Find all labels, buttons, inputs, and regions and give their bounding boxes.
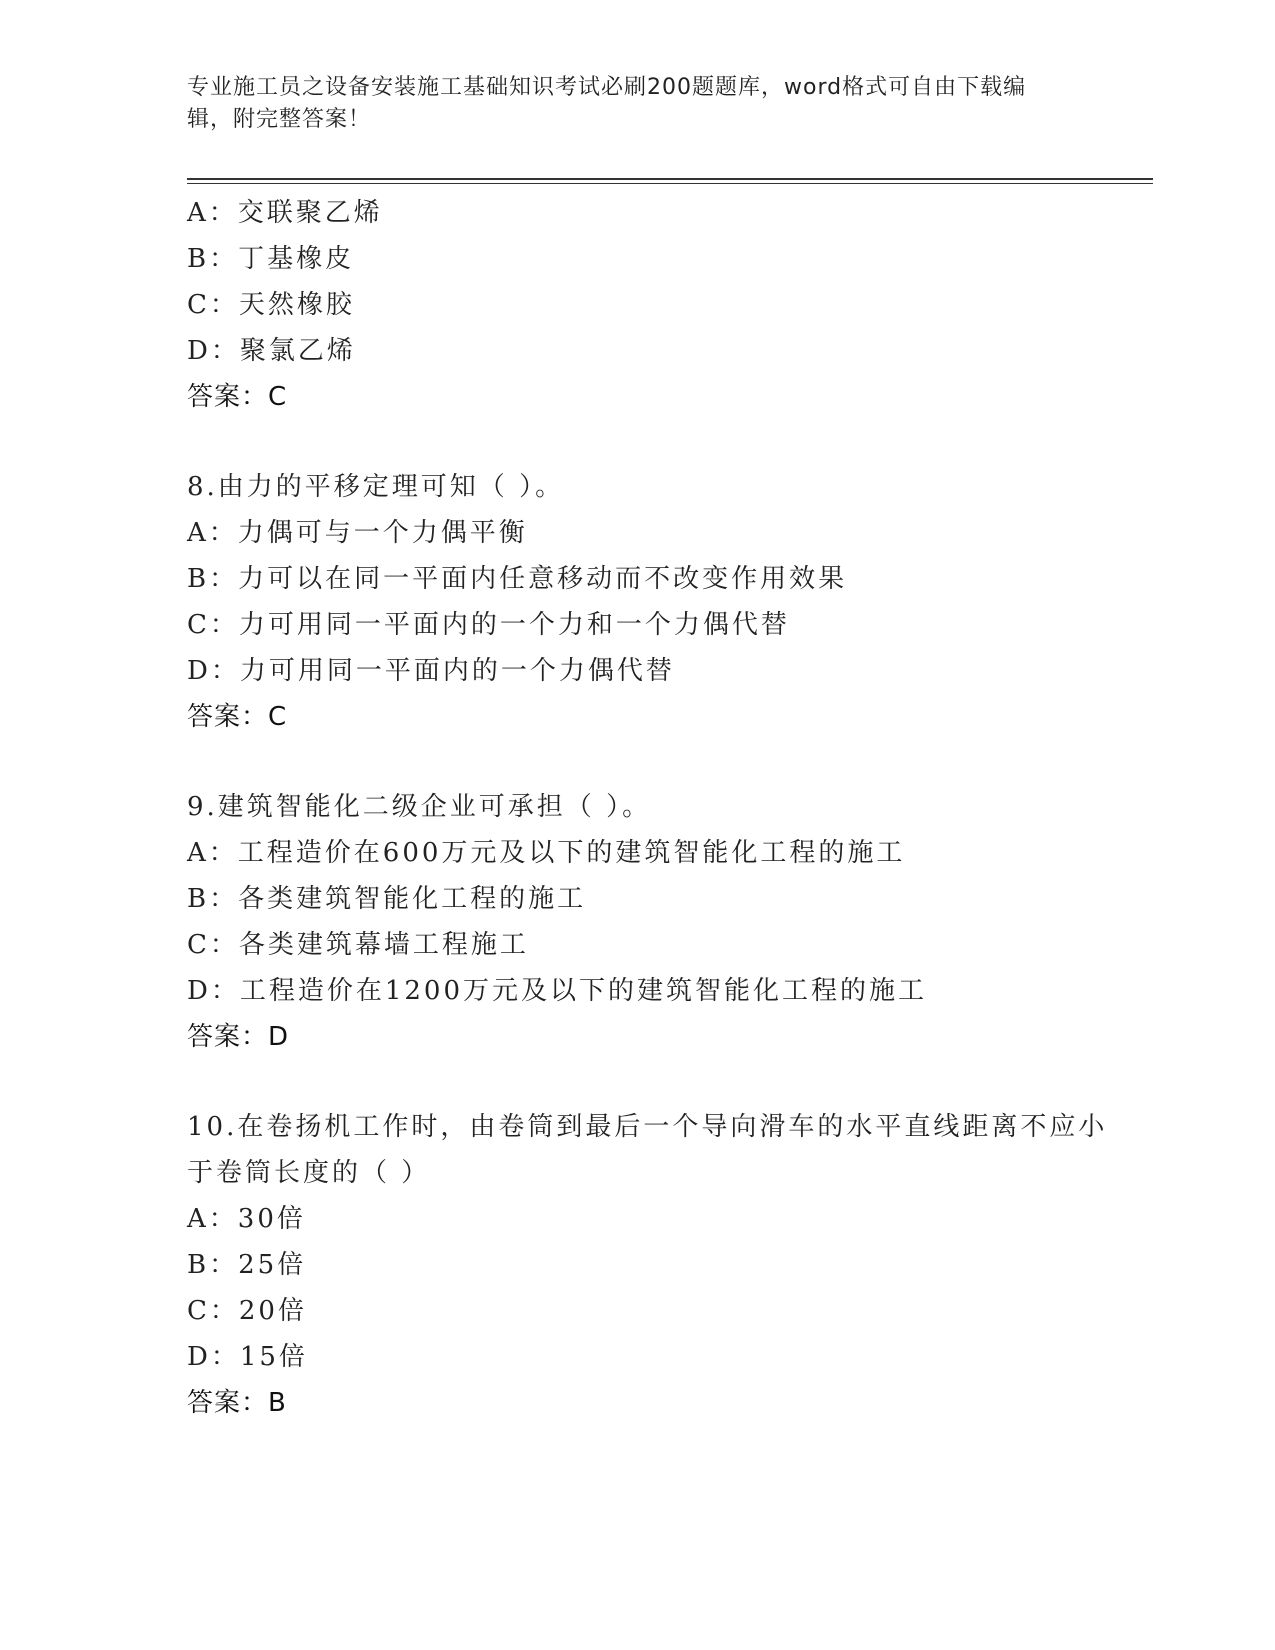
- option-a: A：工程造价在600万元及以下的建筑智能化工程的施工: [187, 838, 906, 868]
- question-9: [187, 784, 1117, 1060]
- option-c: C：各类建筑幕墙工程施工: [187, 930, 529, 960]
- answer-line: 答案：D: [187, 1022, 290, 1052]
- option-b: B：丁基橡皮: [187, 244, 355, 274]
- question-stem: 8.由力的平移定理可知（ ）。: [187, 472, 565, 502]
- answer-line: 答案：C: [187, 702, 288, 732]
- option-c: C：力可用同一平面内的一个力和一个力偶代替: [187, 610, 790, 640]
- option-a: A：力偶可与一个力偶平衡: [187, 518, 528, 548]
- option-d: D：力可用同一平面内的一个力偶代替: [187, 656, 675, 686]
- option-c: C：天然橡胶: [187, 290, 355, 320]
- answer-line: 答案：B: [187, 1388, 287, 1418]
- option-d: D：聚氯乙烯: [187, 336, 356, 366]
- option-a: A：30倍: [187, 1204, 306, 1234]
- question-stem: 9.建筑智能化二级企业可承担（ ）。: [187, 792, 652, 822]
- question-8: [187, 464, 1117, 740]
- option-c: C：20倍: [187, 1296, 307, 1326]
- question-10: [187, 1104, 1117, 1426]
- question-stem: 10.在卷扬机工作时，由卷筒到最后一个导向滑车的水平直线距离不应小于卷筒长度的（ ）: [187, 1112, 1108, 1188]
- option-b: B：各类建筑智能化工程的施工: [187, 884, 587, 914]
- option-d: D：15倍: [187, 1342, 308, 1372]
- header-divider: [187, 178, 1153, 184]
- option-d: D：工程造价在1200万元及以下的建筑智能化工程的施工: [187, 976, 928, 1006]
- option-b: B：25倍: [187, 1250, 307, 1280]
- question-list: [187, 190, 1117, 1470]
- question-partial: [187, 190, 1117, 420]
- option-b: B：力可以在同一平面内任意移动而不改变作用效果: [187, 564, 848, 594]
- answer-line: 答案：C: [187, 382, 288, 412]
- document-header-title: 专业施工员之设备安装施工基础知识考试必刷200题题库，word格式可自由下载编辑，附完整答案！: [187, 75, 1027, 132]
- option-a: A：交联聚乙烯: [187, 198, 383, 228]
